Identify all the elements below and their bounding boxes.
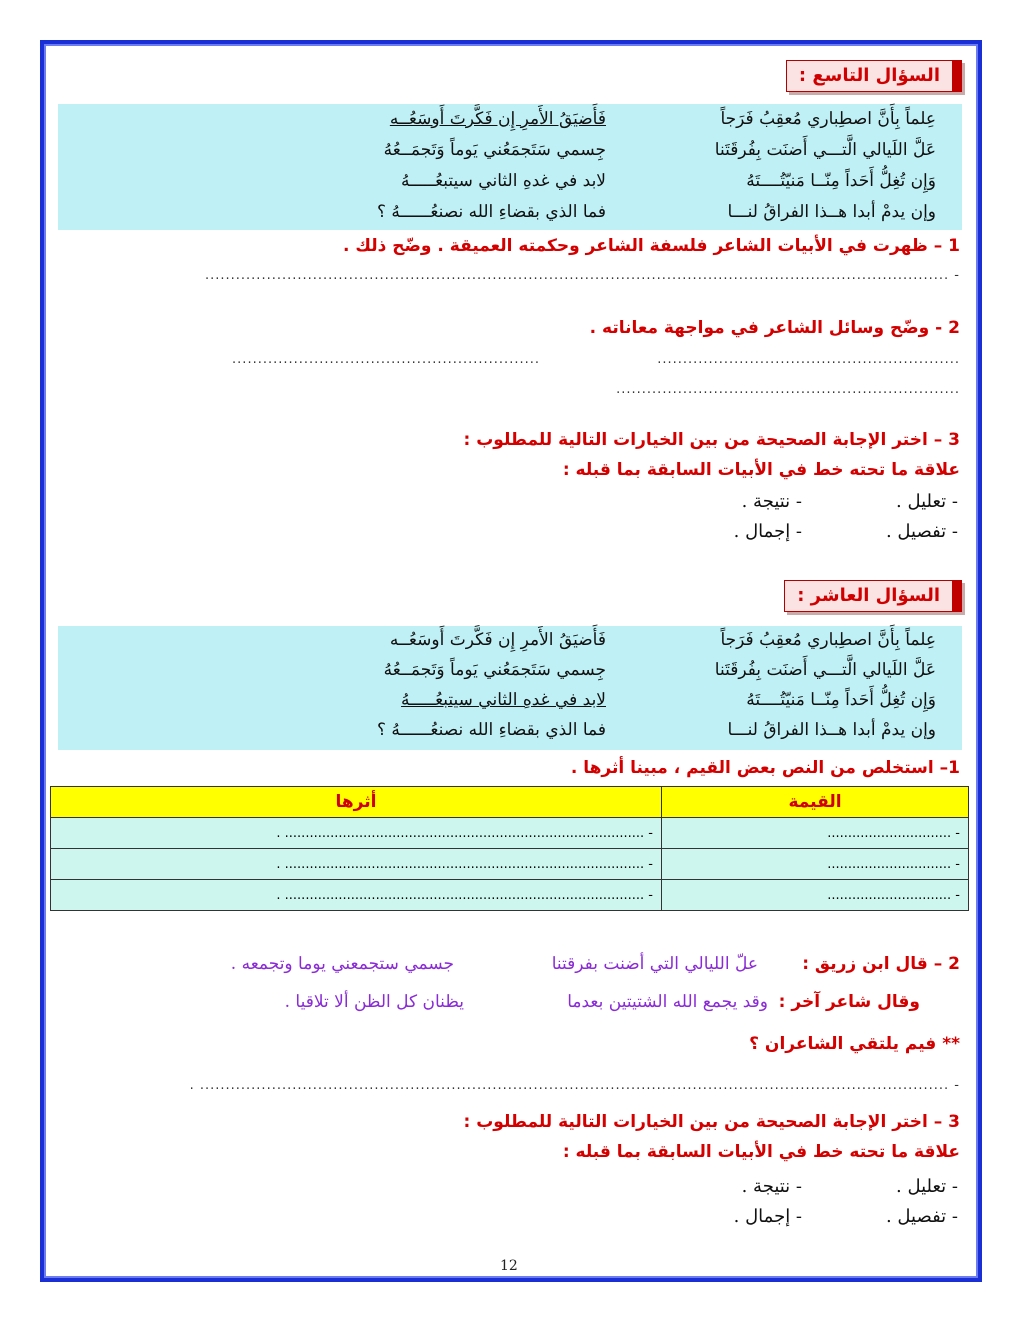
value-cell[interactable]: - .............................. <box>662 849 969 880</box>
q9-answer-line-2a[interactable]: ........................................................... <box>657 352 960 367</box>
q9-verse2-left: جِسمي سَتَجمَعُني يَوماً وَتَجمَــعُهُ <box>383 140 606 160</box>
q10-verse2-left: جِسمي سَتَجمَعُني يَوماً وَتَجمَــعُهُ <box>383 660 606 680</box>
q10-q2-verse1-left: جسمي ستجمعني يوما وتجمعه . <box>230 954 454 974</box>
q9-verse3-left: لابد في غدهِ الثاني سيتبعُـــــهُ <box>401 171 606 191</box>
effect-cell[interactable]: - ....................................................................................... . <box>51 849 662 880</box>
table-row <box>51 818 969 849</box>
col-value-header: القيمة <box>662 787 969 818</box>
q10-verse2-right: عَلَّ اللَيالي الَّتـــي أَضنَت بِفُرقَتَنا <box>714 660 936 680</box>
table-row <box>51 880 969 911</box>
q9-question-3-sub: علاقة ما تحته خط في الأبيات السابقة بما قبله : <box>562 460 960 480</box>
value-cell[interactable]: - .............................. <box>662 880 969 911</box>
q9-verse2-right: عَلَّ اللَيالي الَّتـــي أَضنَت بِفُرقَتَنا <box>714 140 936 160</box>
page-number: 12 <box>500 1258 518 1274</box>
q10-verse3-right: وَإِن تُغِلُّ أَحَداً مِنّــا مَنيّتُــــتَهُ <box>746 690 936 710</box>
q9-option-tafsil[interactable]: - تفصيل . <box>885 521 958 542</box>
effect-cell[interactable]: - ....................................................................................... . <box>51 818 662 849</box>
value-cell[interactable]: - .............................. <box>662 818 969 849</box>
q9-answer-line-1[interactable]: - ................................................................................................................................................. <box>204 268 960 283</box>
q10-verse1-left: فَأَضيَقُ الأَمرِ إِن فَكَّرتَ أَوسَعُــه <box>389 630 606 650</box>
q10-poem-box <box>58 626 962 750</box>
q10-answer-line-2[interactable]: - .................................................................................................................................................. . <box>189 1078 960 1093</box>
q10-option-ta3lil[interactable]: - تعليل . <box>896 1176 958 1197</box>
q10-title: السؤال العاشر : <box>784 580 962 612</box>
values-table-header <box>51 787 969 818</box>
q10-question-3-sub: علاقة ما تحته خط في الأبيات السابقة بما قبله : <box>562 1142 960 1162</box>
q10-question-3: 3 – اختر الإجابة الصحيحة من بين الخيارات التالية للمطلوب : <box>463 1112 960 1132</box>
q10-question-2-label2: وقال شاعر آخر : <box>778 992 920 1012</box>
q10-q2-verse1-right: علّ الليالي التي أضنت بفرقتنا <box>551 954 758 974</box>
q9-question-1: 1 – ظهرت في الأبيات الشاعر فلسفة الشاعر وحكمته العميقة . وضّح ذلك . <box>343 236 960 256</box>
q9-question-3: 3 – اختر الإجابة الصحيحة من بين الخيارات التالية للمطلوب : <box>463 430 960 450</box>
q9-verse1-right: عِلماً بِأَنَّ اصطِباري مُعقِبُ فَرَجاً <box>720 109 936 129</box>
q10-question-1: 1– استخلص من النص بعض القيم ، مبينا أثرها . <box>570 758 960 778</box>
q10-verse1-right: عِلماً بِأَنَّ اصطِباري مُعقِبُ فَرَجاً <box>720 630 936 650</box>
q9-title: السؤال التاسع : <box>786 60 962 92</box>
effect-cell[interactable]: - ....................................................................................... . <box>51 880 662 911</box>
q10-q2-verse2-right: وقد يجمع الله الشتيتين بعدما <box>567 992 768 1012</box>
q9-option-natija[interactable]: - نتيجة . <box>741 491 802 512</box>
q10-option-tafsil[interactable]: - تفصيل . <box>885 1206 958 1227</box>
q9-answer-line-2c[interactable]: ................................................................... <box>616 382 960 397</box>
q10-option-natija[interactable]: - نتيجة . <box>741 1176 802 1197</box>
q9-option-ijmal[interactable]: - إجمال . <box>733 521 802 542</box>
q9-verse4-left: فما الذي بقضاءِ الله نصنعُــــــهُ ؟ <box>376 202 606 222</box>
q9-poem-box <box>58 104 962 230</box>
values-table <box>50 786 969 911</box>
q9-answer-line-2b[interactable]: ............................................................ <box>232 352 540 367</box>
q9-question-2: 2 - وضّح وسائل الشاعر في مواجهة معاناته . <box>589 318 960 338</box>
q10-question-2-prompt: ** فيم يلتقي الشاعران ؟ <box>749 1034 960 1054</box>
q9-option-ta3lil[interactable]: - تعليل . <box>896 491 958 512</box>
q10-verse4-left: فما الذي بقضاءِ الله نصنعُــــــهُ ؟ <box>376 720 606 740</box>
col-effect-header: أثرها <box>51 787 662 818</box>
q10-question-2-label: 2 – قال ابن زريق : <box>802 954 960 974</box>
q9-verse1-left: فَأَضيَقُ الأَمرِ إِن فَكَّرتَ أَوسَعُــه <box>389 109 606 129</box>
q10-verse4-right: وإن يدمْ أبدا هــذا الفراقُ لنـــا <box>727 720 936 740</box>
q9-verse3-right: وَإِن تُغِلُّ أَحَداً مِنّــا مَنيّتُــــتَهُ <box>746 171 936 191</box>
q10-option-ijmal[interactable]: - إجمال . <box>733 1206 802 1227</box>
q10-q2-verse2-left: يظنان كل الظن ألا تلاقيا . <box>284 992 464 1012</box>
q10-verse3-left: لابد في غدهِ الثاني سيتبعُـــــهُ <box>401 690 606 710</box>
q9-verse4-right: وإن يدمْ أبدا هــذا الفراقُ لنـــا <box>727 202 936 222</box>
table-row <box>51 849 969 880</box>
